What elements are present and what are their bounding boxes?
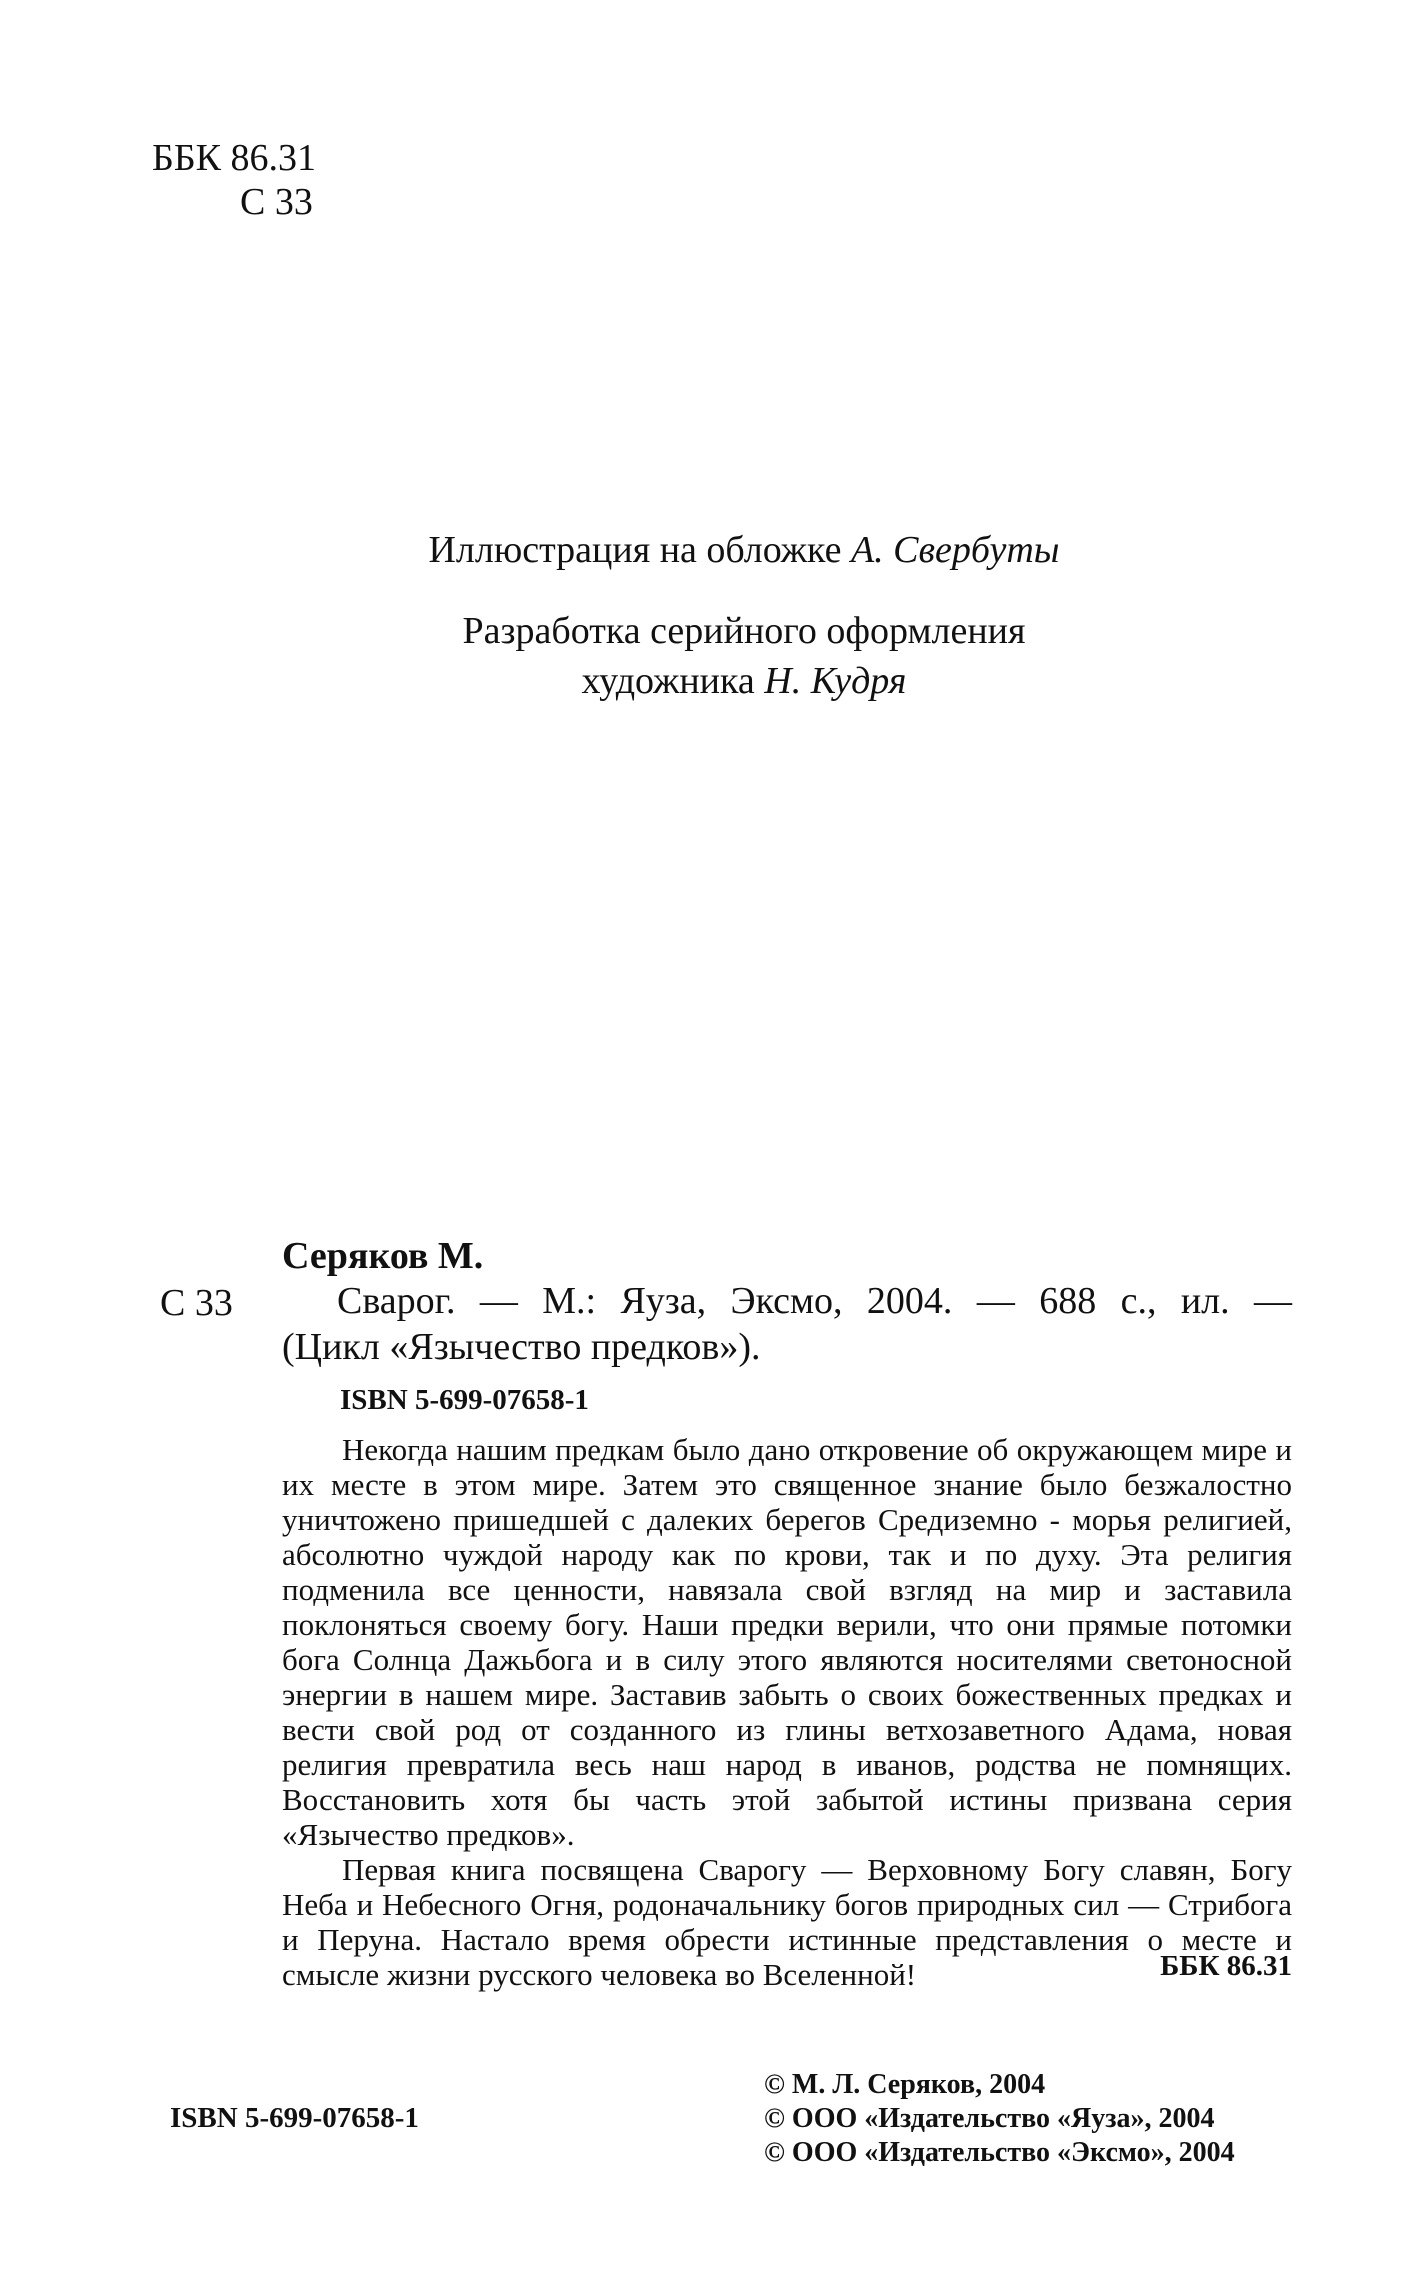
bbk-code: ББК 86.31	[152, 137, 316, 179]
biblio-line-2: (Цикл «Язычество предков»).	[282, 1326, 761, 1368]
design-credit-label: художника	[581, 660, 765, 702]
designer-name: Н. Кудря	[764, 660, 907, 702]
annotation	[282, 1432, 1292, 1992]
copyright-line: © ООО «Издательство «Эксмо», 2004	[764, 2137, 1235, 2168]
annotation-paragraph-1: Некогда нашим предкам было дано откровение об окружающем мире и их месте в этом мире. Затем это священное знание было безжалостно уничтожено пришедшей с далеких берегов Средиземно - морья религией, абсолютно чуждой народу как по крови, так и по духу. Эта религия подменила все ценности, навязала свой взгляд на мир и заставила поклоняться своему богу. Наши предки верили, что они прямые потомки бога Солнца Дажьбога и в силу этого являются носителями светоносной энергии в нашем мире. Заставив забыть о своих божественных предках и вести свой род от созданного из глины ветхозаветного Адама, новая религия превратила весь наш народ в иванов, родства не помнящих. Восстановить хотя бы часть этой забытой истины призвана серия «Язычество предков».	[282, 1432, 1292, 1852]
card-class-code: С 33	[160, 1282, 233, 1324]
card-author: Серяков М.	[282, 1235, 484, 1277]
design-credit	[0, 606, 1428, 706]
card-bibliographic-description	[282, 1278, 1292, 1370]
biblio-line-1: Сварог. — М.: Яуза, Эксмо, 2004. — 688 с., ил. —	[337, 1280, 1292, 1322]
annotation-paragraph-2: Первая книга посвящена Сварогу — Верховному Богу славян, Богу Неба и Небесного Огня, родоначальнику богов природных сил — Стрибога и Перуна. Настало время обрести истинные представления о месте и смысле жизни русского человека во Вселенной!	[282, 1852, 1292, 1992]
design-credit-line2	[60, 656, 1428, 706]
bbk-classification-bottom: ББК 86.31	[1160, 1950, 1292, 1982]
copyright-line: © ООО «Издательство «Яуза», 2004	[764, 2103, 1215, 2134]
bbk-classification-top	[152, 136, 316, 224]
footer-isbn: ISBN 5-699-07658-1	[170, 2102, 419, 2134]
illustrator-name: А. Свербуты	[850, 529, 1060, 571]
card-isbn: ISBN 5-699-07658-1	[340, 1384, 589, 1416]
design-credit-line1: Разработка серийного оформления	[462, 610, 1026, 652]
illustration-credit-label: Иллюстрация на обложке	[428, 529, 851, 571]
author-mark: С 33	[240, 181, 313, 223]
copyright-block	[764, 2068, 1235, 2170]
copyright-line: © М. Л. Серяков, 2004	[764, 2069, 1046, 2100]
illustration-credit	[0, 525, 1428, 575]
